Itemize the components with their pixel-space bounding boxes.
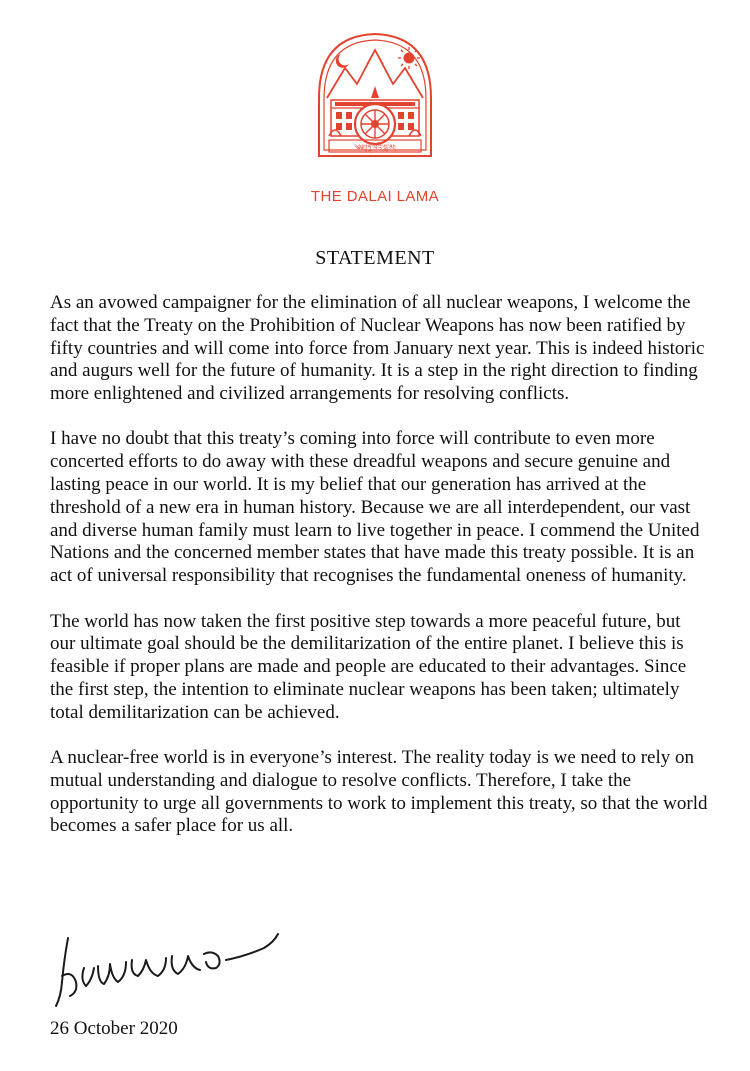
- document-title: STATEMENT: [315, 247, 435, 269]
- paragraph-1: As an avowed campaigner for the elimination of all nuclear weapons, I welcome the fact that the Treaty on the Prohibition of Nuclear Weapons has now been ratified by fifty countries and will come into force from January next year. This is indeed historic and augurs well for the future of humanity. It is a step in the right direction to finding more enlightened and civilized arrangements for resolving conflicts.: [50, 292, 705, 405]
- paragraph-4: A nuclear-free world is in everyone’s interest. The reality today is we need to rely on mutual understanding and dialogue to resolve conflicts. Therefore, I take the opportunity to urge all governments to work to implement this treaty, so that the world becomes a safer place for us all.: [50, 747, 708, 837]
- seal-inscription: ༄༅།།ཏཱ་ལའི་བླ་མ།: [354, 143, 396, 152]
- paragraph-3: The world has now taken the first positive step towards a more peaceful future, but our ultimate goal should be the demilitarization of the entire planet. I believe this is feasible if proper plans are made and people are educated to their advantages. Since the first step, the intention to eliminate nuclear weapons has been taken; ultimately total demilitarization can be achieved.: [50, 610, 687, 723]
- letterhead-name: THE DALAI LAMA: [310, 188, 440, 205]
- dalai-lama-seal-icon: [305, 28, 445, 168]
- paragraph-2: I have no doubt that this treaty’s coming into force will contribute to even more concerted efforts to do away with these dreadful weapons and secure genuine and lasting peace in our world. It is my belief that our generation has arrived at the threshold of a new era in human history. Because we are all interdependent, our vast and diverse human family must learn to live together in peace. I commend the United Nations and the concerned member states that have made this treaty possible. It is an act of universal responsibility that recognises the fundamental oneness of humanity.: [50, 428, 700, 587]
- handwritten-signature-icon: [46, 920, 296, 1010]
- signature-date: 26 October 2020: [50, 1018, 178, 1039]
- statement-body: [50, 292, 710, 861]
